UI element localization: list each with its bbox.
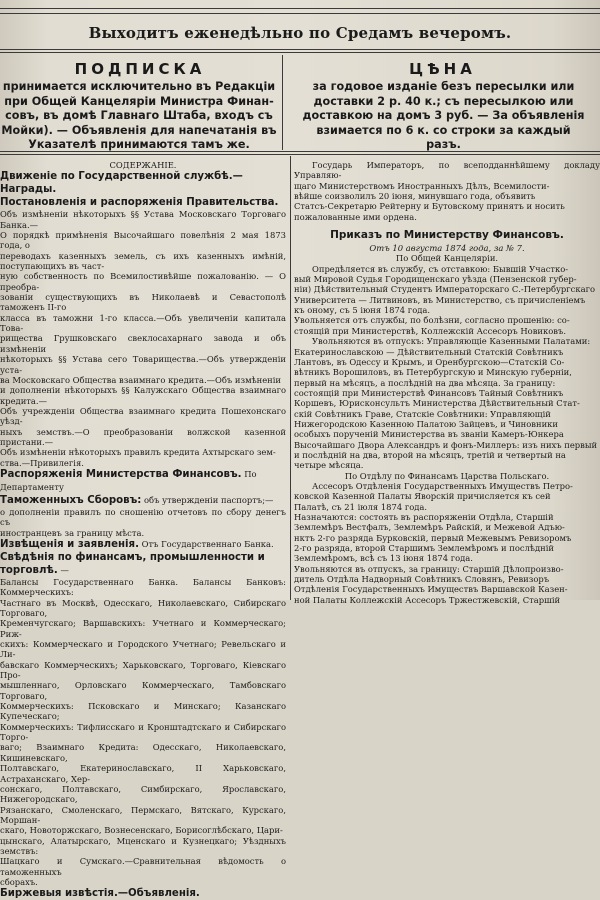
contents-line xyxy=(0,598,286,619)
contents-line-text: Балансы Государственнаго Банка. Балансы Банковъ: Коммерческихъ: xyxy=(0,576,286,598)
contents-line-text: скаго, Новоторжскаго, Вознесенскаго, Борисоглѣбскаго, Цари- xyxy=(0,825,283,836)
poland-heading: По Отдѣлу по Финансамъ Царства Польскаго. xyxy=(344,470,550,481)
subscription-text xyxy=(0,80,278,153)
order-line: дитель Отдѣла Надворный Совѣтникъ Словянъ, Ревизоръ xyxy=(294,574,550,585)
contents-line-text: сборахъ. xyxy=(0,876,38,887)
order-line: Опредѣляется въ службу, съ отставкою: Бывшій Участко- xyxy=(312,263,569,274)
order-title: Приказъ по Министерству Финансовъ. xyxy=(330,229,564,242)
contents-section-title xyxy=(0,494,286,507)
contents-list xyxy=(0,170,286,900)
order-line: ной Палаты Коллежскій Ассесоръ Тржестжевскій, Старшій xyxy=(294,594,561,605)
contents-line-text: иностранцевъ за границу мѣста. xyxy=(0,527,145,538)
order-line: Нижегородскою Казенною Палатою Зайцевъ, и Чиновники xyxy=(294,418,558,429)
contents-line-text: Частнаго въ Москвѣ, Одесскаго, Николаевскаго, Сибирскаго Торговаго, xyxy=(0,597,286,618)
contents-line-text: нѣкоторыхъ §§ Устава сего Товарищества.—Объ утвержденіи уста- xyxy=(0,354,286,375)
order-line: Екатеринославскою — Дѣйствительный Статскій Совѣтникъ xyxy=(294,346,564,357)
contents-line xyxy=(0,354,286,375)
announcement-line: Статсъ-Секретарю Рейтерну и Бутовскому принятъ и носить xyxy=(294,201,565,212)
order-line: ковской Казенной Палаты Яворскій причисляется къ сей xyxy=(294,491,551,502)
contents-line xyxy=(0,825,286,835)
contents-line xyxy=(0,406,286,427)
header-section-rule xyxy=(0,151,600,152)
price-text xyxy=(287,80,600,153)
contents-line-text: скихъ: Коммерческаго и Городского Учетнаго; Ревельскаго и Ли- xyxy=(0,639,286,660)
contents-line-text: Объ учрежденіи Общества взаимнаго кредита Пошехонскаго уѣзд- xyxy=(0,405,286,427)
order-line: Назначаются: состоять въ распоряженіи Отдѣла, Старшій xyxy=(294,512,554,522)
contents-line xyxy=(0,313,286,334)
announcement-line: Государь Императоръ, по всеподданнѣйшему докладу Управляю- xyxy=(294,160,600,181)
contents-line xyxy=(0,618,286,639)
contents-section-title xyxy=(0,538,286,551)
contents-line xyxy=(0,877,286,887)
contents-line-text: Постановленія и распоряженія Правительства. xyxy=(0,197,279,209)
masthead-bottom-rule-thin xyxy=(0,52,600,53)
contents-line xyxy=(0,447,286,457)
contents-line xyxy=(0,292,286,313)
contents-section-title xyxy=(0,887,286,900)
contents-line-text: рищества Грушковскаго свеклосахарнаго завода и объ измѣненіи xyxy=(0,333,286,354)
contents-line-tail: Отъ Государственнаго Банка. xyxy=(138,538,274,549)
order-line: 2-го разряда, второй Старшимъ Землемѣромъ и послѣдній xyxy=(294,543,554,554)
contents-line-text: Коммерческихъ: Псковскаго и Минскаго; Казанскаго Купеческаго; xyxy=(0,701,286,722)
contents-line-text: ныхъ земствъ.—О преобразованіи волжской казенной пристани.— xyxy=(0,426,286,447)
contents-line-text: переводахъ казенныхъ земель, съ ихъ казенныхъ имѣній, поступающихъ въ част- xyxy=(0,250,286,272)
contents-line-text: Полтавскаго, Екатеринославскаго, II Харьковскаго, Астраханскаго, Хер- xyxy=(0,763,286,784)
contents-line xyxy=(0,528,286,538)
subscription-line: совъ, въ домѣ Главнаго Штаба, входъ съ xyxy=(5,109,273,122)
contents-line-text: Движеніе по Государственной службѣ.—Награды. xyxy=(0,171,243,196)
contents-line xyxy=(0,784,286,805)
order-line: первый на мѣсяцъ, а послѣдній на два мѣсяца. За границу: xyxy=(294,377,556,388)
contents-line xyxy=(0,577,286,598)
contents-line-text: и дополненіи нѣкоторыхъ §§ Калужскаго Общества взаимнаго кредита.— xyxy=(0,385,286,406)
announcement-line: вѣйше соизволилъ 20 іюня, минувшаго года, объявить xyxy=(294,191,536,202)
contents-line-text: ваго; Взаимнаго Кредита: Одесскаго, Николаевскаго, Кишиневскаго, xyxy=(0,742,286,763)
order-line: стоящій при Министерствѣ, Коллежскій Ассесоръ Новиковъ. xyxy=(294,325,566,336)
contents-line xyxy=(0,230,286,251)
contents-line xyxy=(0,742,286,763)
order-line: Землемѣръ Вестфалъ, Землемѣръ Райскій, и Межевой Адъю- xyxy=(294,522,565,533)
price-line: за годовое изданіе безъ пересылки или xyxy=(312,80,575,93)
order-line: Лантовъ, въ Одессу и Крымъ, и Оренбургскою—Статскій Со- xyxy=(294,356,565,367)
contents-line xyxy=(0,458,286,468)
contents-line xyxy=(0,375,286,385)
contents-line xyxy=(0,385,286,406)
contents-line xyxy=(0,763,286,784)
contents-heading: СОДЕРЖАНІЕ. xyxy=(109,160,177,170)
contents-line-tail: По Департаменту xyxy=(0,468,257,492)
contents-column xyxy=(0,160,286,900)
contents-line xyxy=(0,660,286,681)
contents-line xyxy=(0,722,286,743)
imperial-announcement xyxy=(294,160,600,222)
leave-paragraph xyxy=(294,336,600,470)
order-line: къ оному, съ 5 іюня 1874 года. xyxy=(294,305,431,316)
order-line: Увольняются въ отпускъ: Управляющіе Казенными Палатами: xyxy=(312,336,591,347)
contents-line-text: ную собственность по Всемилостивѣйше пожалованію. — О преобра- xyxy=(0,271,286,292)
poland-paragraph xyxy=(294,481,600,605)
contents-line-text: Извѣщенія и заявленія. xyxy=(0,538,139,550)
contents-line xyxy=(0,639,286,660)
contents-line xyxy=(0,271,286,292)
contents-line xyxy=(0,680,286,701)
order-line: Увольняется отъ службы, по болѣзни, согласно прошенію: со- xyxy=(294,315,570,326)
order-line: скій Совѣтникъ Граве, Статскіе Совѣтники: Управляющій xyxy=(294,408,551,419)
price-heading: ЦѢНА xyxy=(409,60,476,78)
order-line: ніи) Дѣйствительный Студентъ Императорскаго С.-Петербургскаго xyxy=(294,284,596,295)
order-line: Увольняются въ отпускъ, за границу: Старшій Дѣлопроизво- xyxy=(294,563,564,574)
contents-line xyxy=(0,856,286,877)
top-rule xyxy=(0,8,600,9)
news-column xyxy=(294,160,600,605)
subscription-line: при Общей Канцеляріи Министра Финан- xyxy=(4,94,274,108)
appointments-paragraph xyxy=(294,264,600,336)
order-line: Университета — Литвиновъ, въ Министерство, съ причисленіемъ xyxy=(294,294,586,305)
contents-line-text: Объ измѣненіи нѣкоторыхъ правилъ кредита Ахтырскаго зем- xyxy=(0,447,276,458)
contents-line-text: Рязанскаго, Смоленскаго, Пермскаго, Вятскаго, Курскаго, Моршан- xyxy=(0,804,286,825)
order-line: нктъ 2-го разряда Бурковскій, первый Межевымъ Ревизоромъ xyxy=(294,532,572,543)
contents-section-title xyxy=(0,196,286,209)
contents-line xyxy=(0,805,286,826)
contents-section-title xyxy=(0,551,286,577)
order-line: Ассесоръ Отдѣленія Государственныхъ Имуществъ Петро- xyxy=(312,480,573,491)
contents-line-text: О порядкѣ примѣненія Высочайшаго повелѣнія 2 мая 1873 года, о xyxy=(0,230,286,251)
contents-line-text: зованіи существующихъ въ Николаевѣ и Севастополѣ таможенъ II-го xyxy=(0,292,286,313)
contents-line-text: о дополненіи правилъ по сношенію отчетовъ по сбору денегъ съ xyxy=(0,506,286,528)
price-line: разъ. xyxy=(426,138,461,151)
announcement-line: пожалованные ими ордена. xyxy=(294,211,417,222)
contents-line-text: Кременчугскаго; Варшавскихъ: Учетнаго и Коммерческаго; Риж- xyxy=(0,618,286,639)
top-rule-thin xyxy=(0,13,600,14)
header-section-rule-thin xyxy=(0,154,600,155)
order-line: состоящій при Министерствѣ Финансовъ Тайный Совѣтникъ xyxy=(294,387,564,398)
contents-line xyxy=(0,333,286,354)
contents-line-tail: — xyxy=(57,564,69,575)
column-divider xyxy=(290,156,291,600)
contents-line-text: мышленнаго, Орловскаго Коммерческаго, Тамбовскаго Торговаго, xyxy=(0,680,286,701)
order-line: вѣтникъ Ворошиловъ, въ Петербургскую и Минскую губерніи, xyxy=(294,367,572,378)
order-line: Палатѣ, съ 21 іюля 1874 года. xyxy=(294,501,428,512)
contents-line-text: Таможенныхъ Сборовъ: xyxy=(0,494,142,506)
price-line: взимается по 6 к. со строки за каждый xyxy=(316,123,571,137)
contents-line-text: Объ измѣненіи нѣкоторыхъ §§ Устава Московскаго Торговаго Банка.— xyxy=(0,209,286,230)
contents-line xyxy=(0,836,286,857)
order-line: особыхъ порученій Министерства въ званіи Камеръ-Юнкера xyxy=(294,429,564,440)
order-line: вый Мировой Судья Городищенскаго уѣзда (Пензенской губер- xyxy=(294,274,577,285)
contents-line xyxy=(0,701,286,722)
chancellery-heading: По Общей Канцеляріи. xyxy=(395,253,499,264)
contents-line xyxy=(0,209,286,230)
contents-section-title xyxy=(0,170,286,196)
price-line: доставки 2 р. 40 к.; съ пересылкою или xyxy=(313,94,574,108)
contents-line-text: Распоряженія Министерства Финансовъ. xyxy=(0,468,242,480)
contents-line-text: цынскаго, Алатырскаго, Мценскаго и Кузнецкаго; Уѣздныхъ земствъ: xyxy=(0,835,286,856)
announcement-line: щаго Министерствомъ Иностранныхъ Дѣлъ, Всемилости- xyxy=(294,180,550,191)
subscription-line: принимается исключительно въ Редакціи xyxy=(2,80,276,93)
contents-line-text: Шацкаго и Сумскаго.—Сравнительная вѣдомость о таможенныхъ xyxy=(0,856,286,877)
order-line: и послѣдній на два, второй на мѣсяцъ, третій и четвертый на xyxy=(294,449,566,460)
contents-line-text: ства.—Привилегія. xyxy=(0,457,84,468)
subscription-heading: ПОДПИСКА xyxy=(74,60,206,78)
contents-section-title xyxy=(0,468,286,494)
contents-line-text: Коммерческихъ: Тифлисскаго и Кронштадтскаго и Сибирскаго Торго- xyxy=(0,721,286,743)
header-divider xyxy=(282,55,283,150)
price-line: доставкою на домъ 3 руб. — За объявленія xyxy=(302,109,585,122)
contents-line-text: бавскаго Коммерческихъ; Харьковскаго, Торговаго, Кіевскаго Про- xyxy=(0,659,286,681)
contents-line-text: Свѣдѣнія по финансамъ, промышленности и торговлѣ. xyxy=(0,551,265,576)
order-line: Отдѣленія Государственныхъ Имуществъ Варшавской Казен- xyxy=(294,584,568,595)
contents-line-text: сонскаго, Полтавскаго, Симбирскаго, Ярославскаго, Нижегородскаго, xyxy=(0,783,286,805)
order-line: четыре мѣсяца. xyxy=(294,460,364,471)
contents-line-tail: объ утвержденіи паспортъ;— xyxy=(141,494,274,505)
order-line: Коршевъ, Юрисконсультъ Министерства Дѣйствительный Стат- xyxy=(294,398,580,409)
contents-line-text: ва Московскаго Общества взаимнаго кредита.—Объ измѣненіи xyxy=(0,374,282,385)
contents-line xyxy=(0,507,286,528)
masthead-bottom-rule xyxy=(0,49,600,50)
contents-line-text: Биржевыя извѣстія.—Объявленія. xyxy=(0,888,200,900)
contents-line xyxy=(0,251,286,272)
subscription-line: Указателѣ принимаются тамъ же. xyxy=(28,138,250,151)
order-line: Высочайшаго Двора Александръ и фонъ-Миллеръ: изъ нихъ первый xyxy=(294,439,598,450)
contents-line-text: класса въ таможни 1-го класса.—Объ увеличеніи капитала Това- xyxy=(0,312,286,334)
order-date: Отъ 10 августа 1874 года, за № 7. xyxy=(369,243,525,254)
contents-line xyxy=(0,427,286,448)
weekly-notice: Выходитъ еженедѣльно по Средамъ вечеромъ. xyxy=(88,24,512,42)
order-line: Землемѣромъ, всѣ съ 13 іюня 1874 года. xyxy=(294,553,473,564)
subscription-line: Мойки). — Объявленія для напечатанія въ xyxy=(1,123,277,137)
